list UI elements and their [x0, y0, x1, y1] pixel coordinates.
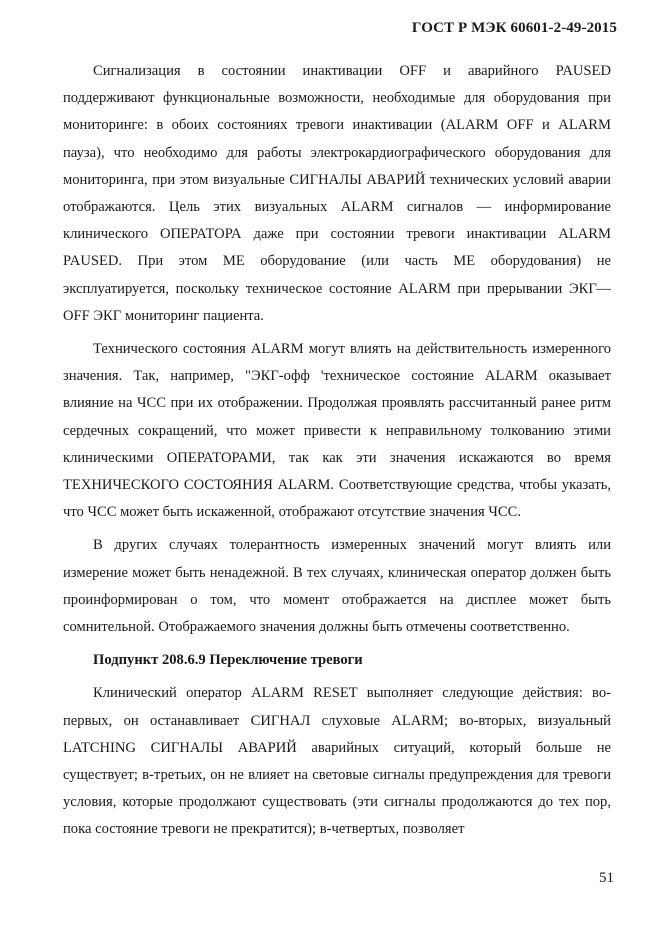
paragraph-measured-values-tolerance: В других случаях толерантность измеренных значений могут влиять или измерение может быть ненадежной. В тех случаях, клиническая оператор должен быть проинформирован о том, что момент отображается на дисплее может быть сомнительной. Отображаемого значения должны быть отмечены соответственно. [63, 537, 611, 636]
paragraph-alarm-inactivation: Сигнализация в состоянии инактивации OFF и аварийного PAUSED поддерживают функциональные возможности, необходимые для оборудования при мониторинге: в обоих состояниях тревоги инактивации (ALARM OFF и ALARM пауза), что необходимо для работы электрокардиографического оборудования для мониторинга, при этом визуальные СИГНАЛЫ АВАРИЙ технических условий аварии отображаются. Цель этих визуальных ALARM сигналов — информирование клинического ОПЕРАТОРА даже при состоянии тревоги инактивации ALARM PAUSED. При этом МЕ оборудование (или часть МЕ оборудования) не эксплуатируется, поскольку техническое состояние ALARM при прерывании ЭКГ—OFF ЭКГ мониторинг пациента. [63, 63, 611, 324]
paragraph-alarm-reset: Клинический оператор ALARM RESET выполняет следующие действия: во-первых, он останавливает СИГНАЛ слуховые ALARM; во-вторых, визуальный LATCHING СИГНАЛЫ АВАРИЙ аварийных ситуаций, который больше не существует; в-третьих, он не влияет на световые сигналы предупреждения для тревоги условия, которые продолжают существовать (эти сигналы продолжаются до тех пор, пока состояние тревоги не прекратится); в-четвертых, позволяет [63, 685, 611, 838]
document-body [63, 58, 611, 844]
paragraph-technical-alarm-state: Технического состояния ALARM могут влиять на действительность измеренного значения. Так, например, "ЭКГ-офф 'техническое состояние ALARM оказывает влияние на ЧСС при их отображении. Продолжая проявлять рассчитанный ранее ритм сердечных сокращений, что может привести к неправильному толкованию этими клиническими ОПЕРАТОРАМИ, так как эти значения искажаются во время ТЕХНИЧЕСКОГО СОСТОЯНИЯ ALARM. Соответствующие средства, чтобы указать, что ЧСС может быть искаженной, отображают отсутствие значения ЧСС. [63, 341, 611, 521]
page-number: 51 [599, 870, 614, 886]
subsection-heading: Подпункт 208.6.9 Переключение тревоги [93, 652, 363, 669]
standard-code-header: ГОСТ Р МЭК 60601-2-49-2015 [411, 20, 617, 36]
